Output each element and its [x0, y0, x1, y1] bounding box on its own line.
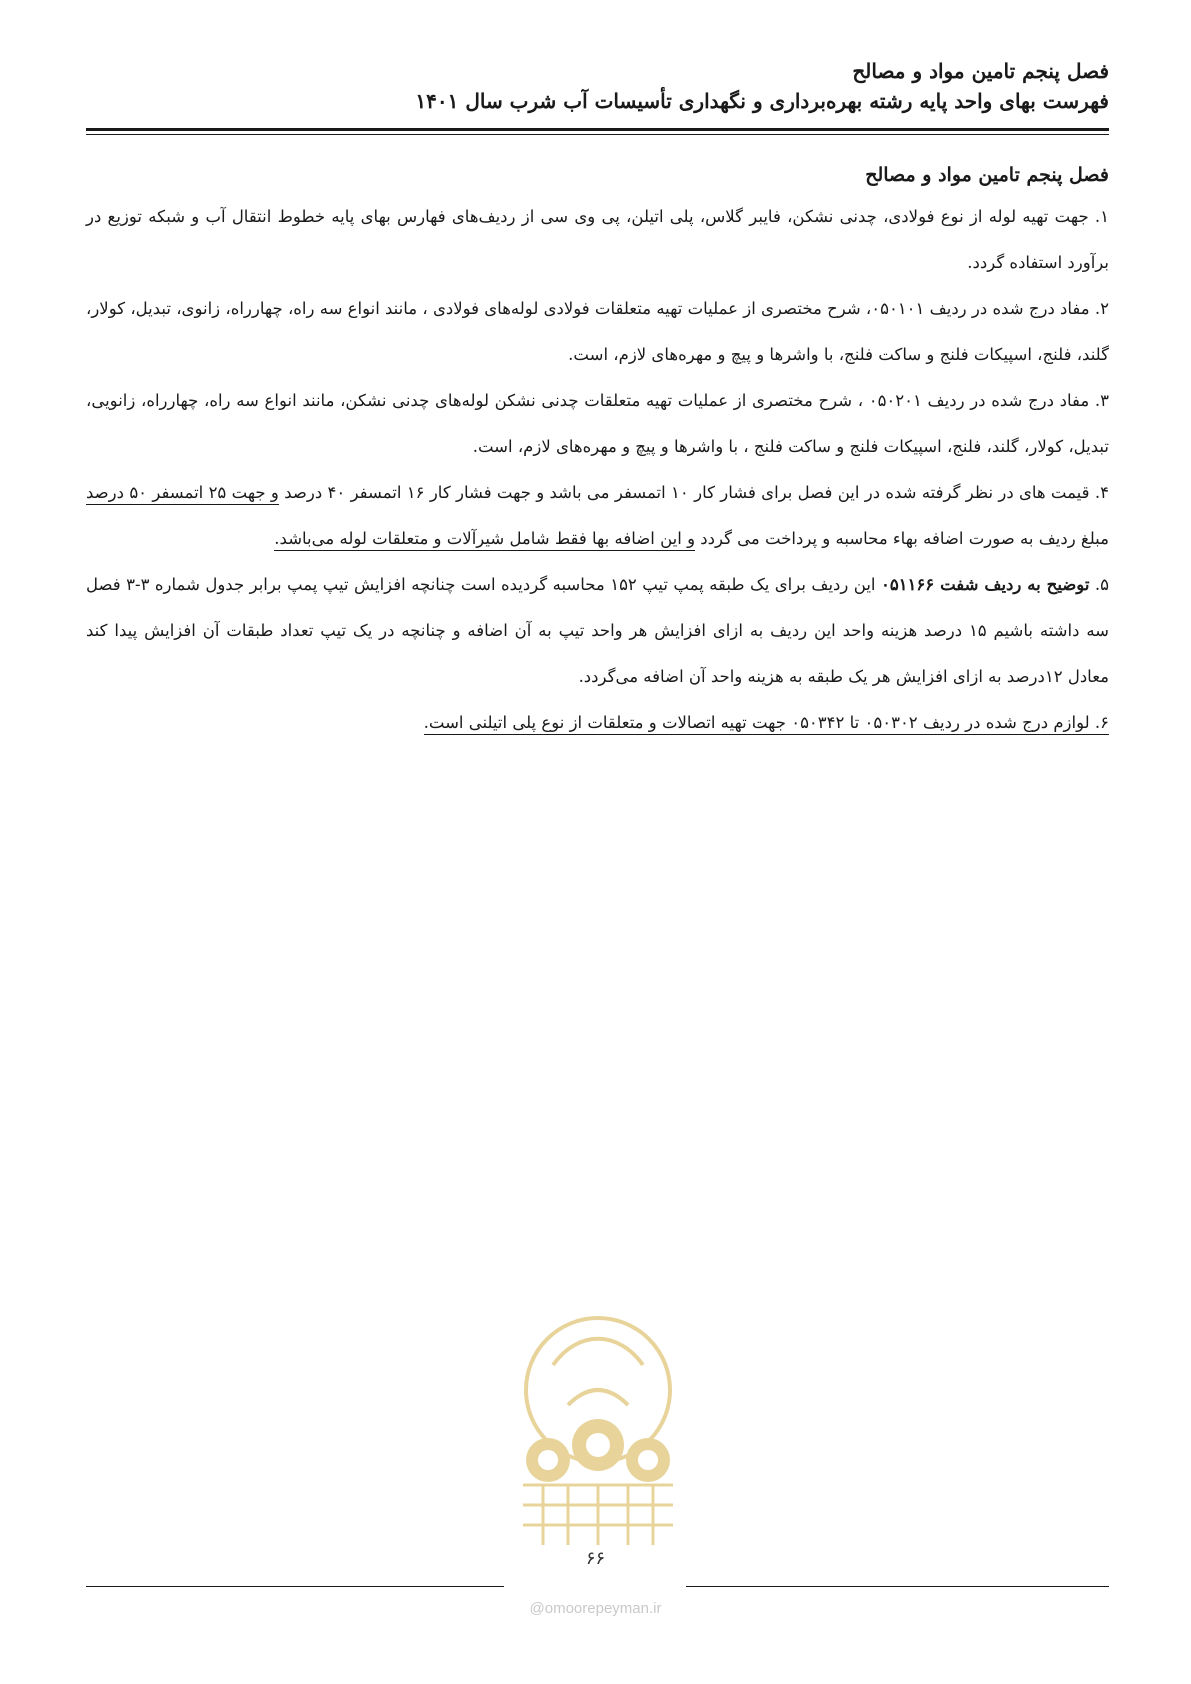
section-title: فصل پنجم تامین مواد و مصالح — [865, 164, 1109, 186]
footer-site-mark: @omoorepeyman.ir — [529, 1600, 662, 1617]
page-header — [86, 56, 1109, 116]
paragraph-5 — [86, 562, 1109, 700]
footer-rule-left — [86, 1586, 504, 1587]
paragraph-1: ۱. جهت تهیه لوله از نوع فولادی، چدنی نشکن، فایبر گلاس، پلی اتیلن، پی وی سی از ردیف‌های فهارس بهای پایه خطوط انتقال آب و شبکه توزیع در برآورد استفاده گردد. — [86, 207, 1109, 272]
paragraph-4-text-b: مبلغ ردیف به صورت اضافه بهاء محاسبه و پرداخت می گردد — [695, 529, 1109, 548]
watermark-seal-icon — [508, 1310, 688, 1550]
header-rule-thick — [86, 128, 1109, 131]
watermark-logo — [508, 1310, 688, 1550]
paragraph-4-text-a: ۴. قیمت های در نظر گرفته شده در این فصل برای فشار کار ۱۰ اتمسفر می باشد و جهت فشار کار ۱۶ اتمسفر ۴۰ درصد — [278, 483, 1109, 502]
header-rule-thin — [86, 134, 1109, 135]
footer-rule-right — [686, 1586, 1109, 1587]
paragraph-4-underlined-b: و این اضافه بها فقط شامل شیرآلات و متعلقات لوله می‌باشد. — [274, 529, 695, 551]
header-subtitle: فهرست بهای واحد پایه رشته بهره‌برداری و نگهداری تأسیسات آب شرب سال ۱۴۰۱ — [415, 89, 1109, 113]
paragraph-6 — [86, 700, 1109, 746]
paragraph-6-underlined: ۶. لوازم درج شده در ردیف ۰۵۰۳۰۲ تا ۰۵۰۳۴۲ جهت تهیه اتصالات و متعلقات از نوع پلی اتیلنی است. — [424, 713, 1109, 735]
document-body — [86, 160, 1109, 746]
paragraph-3: ۳. مفاد درج شده در ردیف ۰۵۰۲۰۱ ، شرح مختصری از عملیات تهیه متعلقات چدنی نشکن لوله‌های چدنی نشکن، مانند انواع سه راه، چهارراه، زانویی، تبدیل، کولار، گلند، فلنج، اسپیکات فلنج و ساکت فلنج ، با واشرها و پیچ و مهره‌های لازم، است. — [86, 391, 1109, 456]
paragraph-2: ۲. مفاد درج شده در ردیف ۰۵۰۱۰۱، شرح مختصری از عملیات تهیه متعلقات فولادی لوله‌های فولادی ، مانند انواع سه راه، چهارراه، زانوی، تبدیل، کولار، گلند، فلنج، اسپیکات فلنج و ساکت فلنج، با واشرها و پیچ و مهره‌های لازم، است. — [86, 299, 1109, 364]
paragraph-4-underlined-a: و جهت ۲۵ اتمسفر ۵۰ درصد — [86, 483, 279, 505]
page-number: ۶۶ — [585, 1548, 606, 1569]
paragraph-5-text: این ردیف برای یک طبقه پمپ تیپ ۱۵۲ محاسبه گردیده است چنانچه افزایش تیپ پمپ برابر جدول شماره ۳-۳ فصل سه داشته باشیم ۱۵ درصد هزینه واحد این ردیف به ازای افزایش هر واحد تیپ به آن اضافه و چنانچه در یک تیپ تعداد طبقات آن افزایش پیدا کند معادل ۱۲درصد به ازای افزایش هر یک طبقه به هزینه واحد آن اضافه می‌گردد. — [86, 575, 1109, 686]
paragraph-5-bold-lead: توضیح به ردیف شفت ۰۵۱۱۶۶ — [880, 575, 1090, 594]
paragraph-5-number: ۵. — [1089, 575, 1109, 594]
paragraph-4 — [86, 470, 1109, 562]
header-title: فصل پنجم تامین مواد و مصالح — [852, 59, 1109, 83]
